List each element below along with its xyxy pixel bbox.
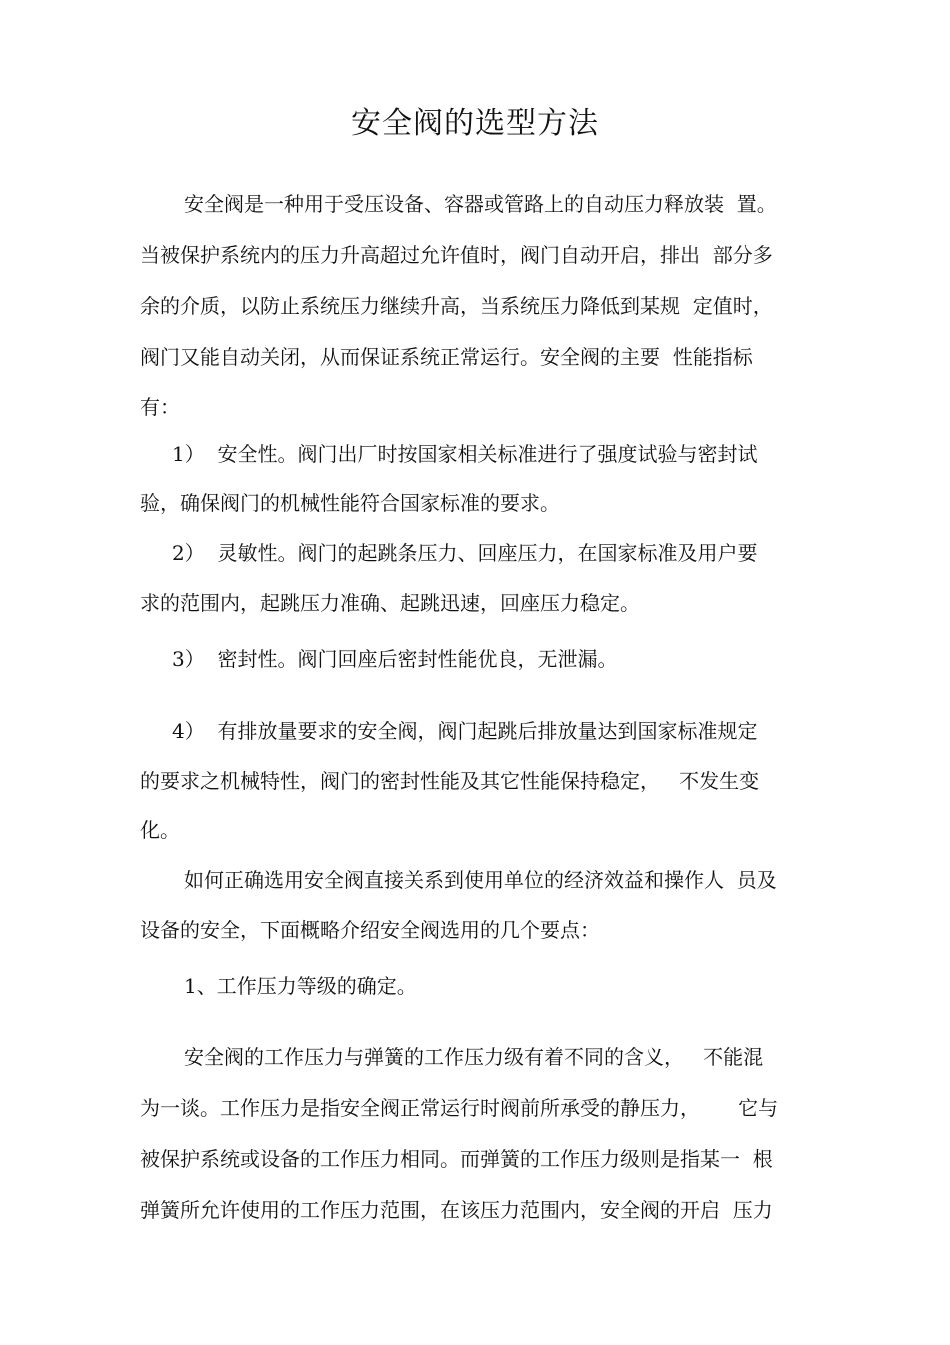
list-item-line: 化。 <box>140 818 180 842</box>
list-item-line: 3） 密封性。阀门回座后密封性能优良，无泄漏。 <box>172 647 618 671</box>
paragraph-line: 如何正确选用安全阀直接关系到使用单位的经济效益和操作人 员及 <box>184 868 777 892</box>
list-item-line: 1） 安全性。阀门出厂时按国家相关标准进行了强度试验与密封试 <box>172 442 758 466</box>
paragraph-line: 有： <box>140 395 180 419</box>
list-item-line: 2） 灵敏性。阀门的起跳条压力、回座压力，在国家标准及用户要 <box>172 541 758 565</box>
paragraph-line: 为一谈。工作压力是指安全阀正常运行时阀前所承受的静压力， 它与 <box>140 1096 779 1120</box>
list-item-line: 的要求之机械特性，阀门的密封性能及其它性能保持稳定， 不发生变 <box>140 769 760 793</box>
list-item-line: 验，确保阀门的机械性能符合国家标准的要求。 <box>140 491 560 515</box>
document-title: 安全阀的选型方法 <box>351 106 599 141</box>
paragraph-line: 安全阀是一种用于受压设备、容器或管路上的自动压力释放装 置。 <box>184 192 777 216</box>
paragraph-line: 余的介质，以防止系统压力继续升高，当系统压力降低到某规 定值时， <box>140 294 773 318</box>
list-item-line: 4） 有排放量要求的安全阀，阀门起跳后排放量达到国家标准规定 <box>172 719 758 743</box>
paragraph-line: 设备的安全，下面概略介绍安全阀选用的几个要点： <box>140 918 600 942</box>
section-heading: 1、工作压力等级的确定。 <box>184 974 417 998</box>
list-item-line: 求的范围内，起跳压力准确、起跳迅速，回座压力稳定。 <box>140 591 640 615</box>
paragraph-line: 弹簧所允许使用的工作压力范围，在该压力范围内，安全阀的开启 压力 <box>140 1198 773 1222</box>
paragraph-line: 安全阀的工作压力与弹簧的工作压力级有着不同的含义， 不能混 <box>184 1045 764 1069</box>
paragraph-line: 被保护系统或设备的工作压力相同。而弹簧的工作压力级则是指某一 根 <box>140 1147 773 1171</box>
paragraph-line: 当被保护系统内的压力升高超过允许值时，阀门自动开启，排出 部分多 <box>140 243 773 267</box>
paragraph-line: 阀门又能自动关闭，从而保证系统正常运行。安全阀的主要 性能指标 <box>140 345 753 369</box>
